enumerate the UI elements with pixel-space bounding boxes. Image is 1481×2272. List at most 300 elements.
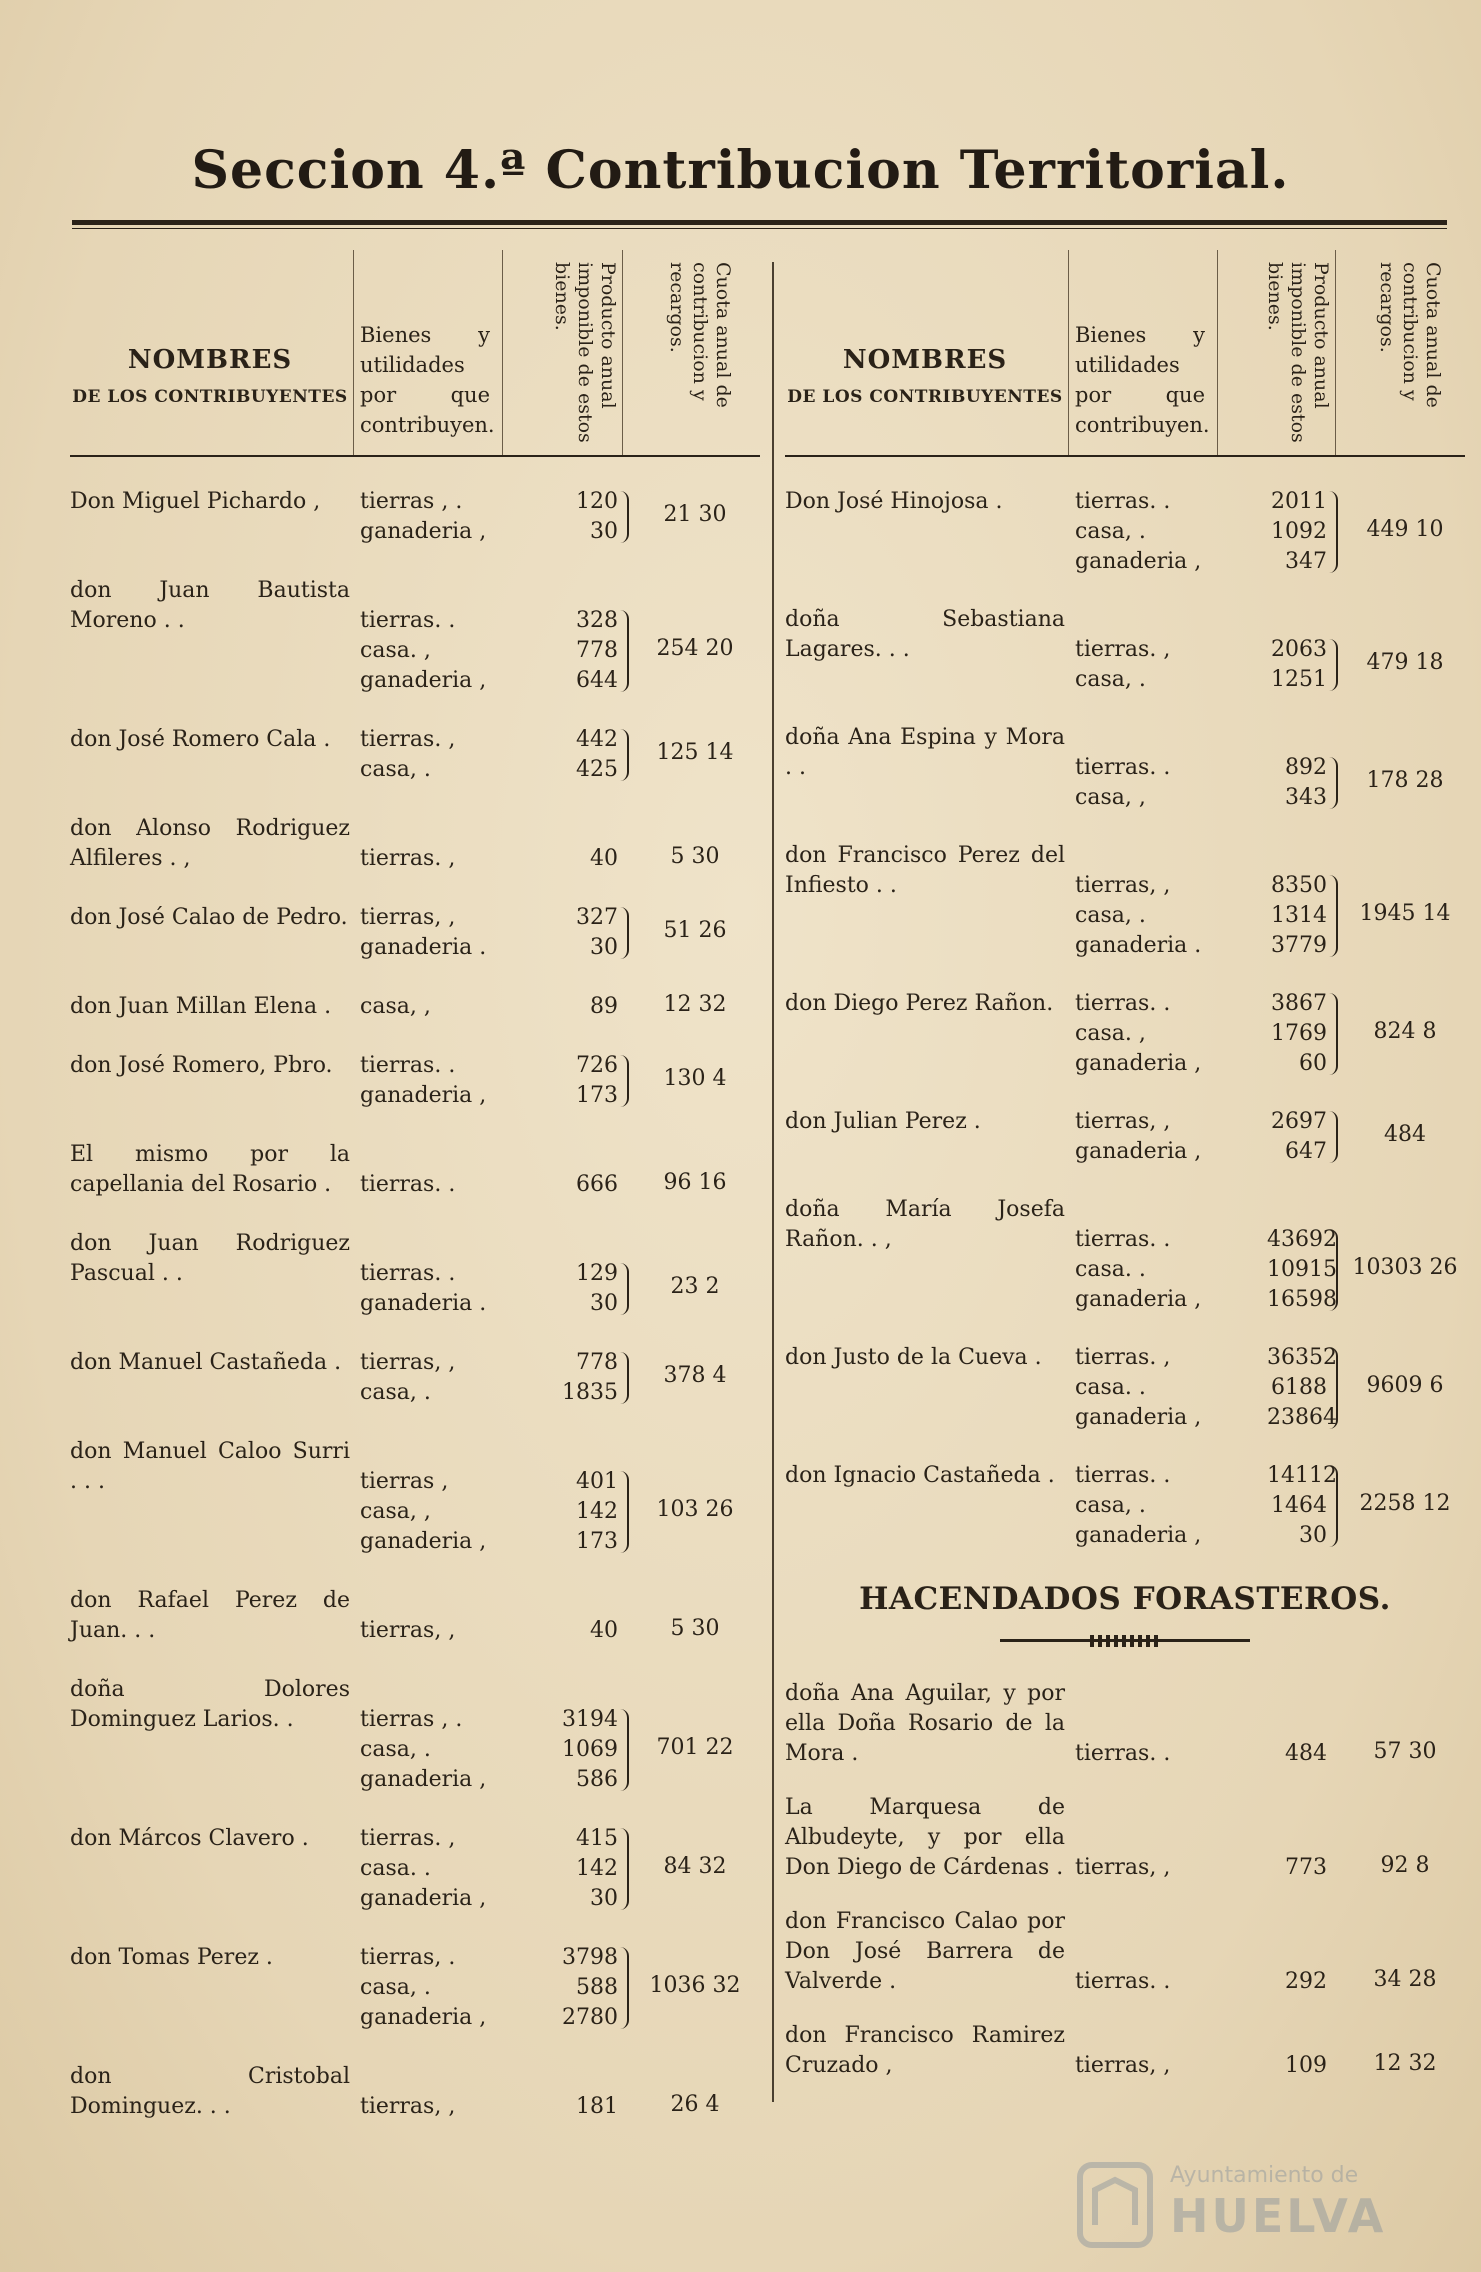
product-value: 16598 — [1267, 1287, 1337, 1312]
annual-quota: 5 30 — [670, 1616, 720, 1641]
coat-of-arms-icon — [1070, 2155, 1160, 2255]
brace-mark — [620, 1352, 629, 1404]
property-item: ganaderia , — [360, 519, 487, 544]
table-row — [70, 725, 760, 785]
annual-quota: 130 4 — [663, 1066, 727, 1091]
product-value: 10915 — [1267, 1257, 1337, 1282]
product-value: 292 — [1285, 1969, 1327, 1994]
product-values — [558, 1259, 618, 1319]
product-values — [1267, 635, 1327, 695]
product-values — [558, 1705, 618, 1795]
property-item: tierras, , — [1075, 873, 1171, 898]
property-item: casa, . — [1075, 667, 1146, 692]
property-item: tierras , . — [360, 489, 463, 514]
property-item: ganaderia , — [1075, 549, 1202, 574]
contributor-name: Don José Hinojosa . — [785, 489, 1003, 514]
annual-quota: 96 16 — [663, 1170, 727, 1195]
product-values — [1267, 1107, 1327, 1167]
property-item: casa. , — [360, 638, 431, 663]
product-values — [1267, 753, 1327, 813]
product-values — [558, 1051, 618, 1111]
property-item: casa, , — [360, 1499, 431, 1524]
contributor-name: don Tomas Perez . — [70, 1945, 273, 1970]
product-value: 3867 — [1271, 991, 1327, 1016]
product-values — [1267, 1225, 1337, 1315]
property-item: tierras, , — [1075, 1109, 1171, 1134]
product-value: 40 — [590, 1618, 618, 1643]
property-items — [360, 1467, 510, 1557]
contributor-name: don José Calao de Pedro. — [70, 905, 348, 930]
column-divider — [772, 262, 774, 2102]
product-value: 773 — [1285, 1855, 1327, 1880]
product-value: 1464 — [1271, 1493, 1327, 1518]
product-value: 30 — [590, 1886, 618, 1911]
product-value: 442 — [576, 727, 618, 752]
contributor-name: doña Sebastiana Lagares. . . — [785, 607, 1065, 662]
product-values — [1267, 871, 1327, 961]
property-items — [360, 606, 510, 696]
brace-mark — [620, 1828, 629, 1910]
contributor-name: doña María Josefa Rañon. . , — [785, 1197, 1065, 1252]
property-item: tierras, , — [360, 1618, 456, 1643]
product-value: 14112 — [1267, 1463, 1337, 1488]
property-items — [360, 487, 510, 547]
table-row — [70, 2062, 760, 2122]
product-value: 120 — [576, 489, 618, 514]
annual-quota: 21 30 — [663, 502, 727, 527]
property-item: tierras , — [360, 1469, 449, 1494]
brace-mark — [620, 729, 629, 781]
contributor-name: don Márcos Clavero . — [70, 1826, 309, 1851]
brace-mark — [1329, 875, 1338, 957]
contributor-name: don Juan Millan Elena . — [70, 994, 332, 1019]
property-items — [360, 1943, 510, 2033]
brace-mark — [1329, 757, 1338, 809]
property-items — [360, 1824, 510, 1914]
product-value: 2697 — [1271, 1109, 1327, 1134]
property-item: ganaderia , — [360, 1886, 487, 1911]
product-value: 36352 — [1267, 1345, 1337, 1370]
product-value: 173 — [576, 1529, 618, 1554]
property-item: tierras. . — [1075, 1227, 1171, 1252]
product-value: 89 — [590, 994, 618, 1019]
contributor-name: don José Romero Cala . — [70, 727, 331, 752]
product-value: 1314 — [1271, 903, 1327, 928]
annual-quota: 23 2 — [670, 1274, 720, 1299]
annual-quota: 92 8 — [1380, 1853, 1430, 1878]
product-value: 142 — [576, 1499, 618, 1524]
property-items — [1075, 1853, 1225, 1883]
product-values — [558, 992, 618, 1022]
product-value: 2063 — [1271, 637, 1327, 662]
annual-quota: 484 — [1384, 1122, 1426, 1147]
product-value: 586 — [576, 1767, 618, 1792]
product-value: 60 — [1299, 1051, 1327, 1076]
table-row — [70, 1437, 760, 1557]
left-column — [70, 250, 760, 2119]
property-item: tierras. . — [1075, 755, 1171, 780]
product-values — [558, 606, 618, 696]
property-item: tierras, , — [1075, 2053, 1171, 2078]
header-producto: Producto anual imponible de estos bienes. — [551, 262, 619, 443]
brace-mark — [620, 491, 629, 543]
brace-mark — [620, 1055, 629, 1107]
annual-quota: 9609 6 — [1366, 1373, 1444, 1398]
property-item: casa. . — [1075, 1257, 1146, 1282]
property-items — [360, 725, 510, 785]
brace-mark — [620, 1947, 629, 2029]
table-row — [785, 2021, 1465, 2081]
brace-mark — [1329, 993, 1338, 1075]
watermark-seal — [1070, 2155, 1420, 2255]
product-value: 40 — [590, 846, 618, 871]
contributor-name: don Juan Rodriguez Pascual . . — [70, 1231, 350, 1286]
header-cuota: Cuota anual de contribucion y recargos. — [1376, 262, 1444, 408]
contributor-name: doña Ana Espina y Mora . . — [785, 725, 1065, 780]
property-items — [1075, 1967, 1225, 1997]
property-item: tierras, , — [360, 2094, 456, 2119]
product-value: 23864 — [1267, 1405, 1337, 1430]
contributor-name: doña Ana Aguilar, y por ella Doña Rosario de la Mora . — [785, 1681, 1065, 1766]
table-row — [785, 1679, 1465, 1769]
brace-mark — [620, 1471, 629, 1553]
table-row — [70, 487, 760, 547]
annual-quota: 254 20 — [656, 636, 734, 661]
table-row — [785, 1907, 1465, 1997]
contributor-name: don Francisco Perez del Infiesto . . — [785, 843, 1065, 898]
product-values — [558, 2092, 618, 2122]
product-value: 181 — [576, 2094, 618, 2119]
contributor-name: don Francisco Ramirez Cruzado , — [785, 2023, 1065, 2078]
table-row — [785, 1107, 1465, 1167]
product-values — [1267, 1853, 1327, 1883]
table-header — [785, 250, 1465, 457]
property-item: tierras. . — [360, 1172, 456, 1197]
product-value: 8350 — [1271, 873, 1327, 898]
product-values — [1267, 2051, 1327, 2081]
table-row — [70, 1824, 760, 1914]
product-value: 1069 — [562, 1737, 618, 1762]
product-value: 109 — [1285, 2053, 1327, 2078]
product-values — [558, 1467, 618, 1557]
table-row — [70, 1051, 760, 1111]
section-subheading: HACENDADOS FORASTEROS. — [859, 1581, 1391, 1617]
annual-quota: 1036 32 — [649, 1973, 741, 1998]
contributor-name: don Francisco Calao por Don José Barrera de Valverde . — [785, 1909, 1065, 1994]
property-item: tierras, , — [1075, 1855, 1171, 1880]
property-item: tierras. . — [1075, 489, 1171, 514]
header-bienes: Bienes y utilidades por que contribuyen. — [360, 323, 495, 437]
property-items — [360, 1348, 510, 1408]
table-row — [70, 1140, 760, 1200]
property-item: tierras. , — [360, 1826, 456, 1851]
contributor-name: don Ignacio Castañeda . — [785, 1463, 1055, 1488]
annual-quota: 1945 14 — [1359, 901, 1451, 926]
product-value: 3798 — [562, 1945, 618, 1970]
product-value: 726 — [576, 1053, 618, 1078]
table-row — [70, 1675, 760, 1795]
property-item: tierras. , — [360, 846, 456, 871]
property-item: casa. , — [1075, 1021, 1146, 1046]
product-values — [558, 725, 618, 785]
table-row — [785, 1343, 1465, 1433]
contributor-name: La Marquesa de Albudeyte, y por ella Don Diego de Cárdenas . — [785, 1795, 1065, 1880]
property-items — [1075, 635, 1225, 695]
property-item: ganaderia , — [360, 668, 487, 693]
product-values — [558, 1170, 618, 1200]
annual-quota: 103 26 — [656, 1497, 734, 1522]
table-row — [785, 1793, 1465, 1883]
product-value: 415 — [576, 1826, 618, 1851]
watermark-line1: Ayuntamiento de — [1170, 2163, 1359, 2188]
property-item: ganaderia , — [360, 1767, 487, 1792]
product-values — [558, 903, 618, 963]
property-item: ganaderia , — [360, 2005, 487, 2030]
header-nombres: NOMBRES DE LOS CONTRIBUYENTES — [72, 345, 348, 407]
annual-quota: 824 8 — [1373, 1019, 1437, 1044]
table-row — [785, 1461, 1465, 1551]
product-value: 3194 — [562, 1707, 618, 1732]
property-item: casa. . — [1075, 1375, 1146, 1400]
annual-quota: 12 32 — [663, 992, 727, 1017]
property-item: ganaderia , — [1075, 1405, 1202, 1430]
contributor-name: don Manuel Caloo Surri . . . — [70, 1439, 350, 1494]
property-items — [1075, 753, 1225, 813]
title-rule — [72, 220, 1447, 225]
ornament-center — [1090, 1635, 1160, 1647]
header-cuota: Cuota anual de contribucion y recargos. — [666, 262, 734, 408]
property-items — [1075, 1343, 1225, 1433]
table-row — [70, 576, 760, 696]
annual-quota: 12 32 — [1373, 2051, 1437, 2076]
property-item: tierras. . — [360, 1261, 456, 1286]
contributor-name: don Manuel Castañeda . — [70, 1350, 342, 1375]
product-values — [1267, 1967, 1327, 1997]
product-value: 6188 — [1271, 1375, 1327, 1400]
annual-quota: 51 26 — [663, 918, 727, 943]
product-value: 327 — [576, 905, 618, 930]
product-values — [558, 1616, 618, 1646]
contributor-name: don José Romero, Pbro. — [70, 1053, 333, 1078]
property-item: tierras. , — [360, 727, 456, 752]
annual-quota: 125 14 — [656, 740, 734, 765]
property-item: casa, , — [360, 994, 431, 1019]
product-value: 666 — [576, 1172, 618, 1197]
property-items — [360, 2092, 510, 2122]
product-values — [1267, 1343, 1337, 1433]
annual-quota: 10303 26 — [1352, 1255, 1458, 1280]
annual-quota: 178 28 — [1366, 768, 1444, 793]
property-item: tierras, , — [360, 905, 456, 930]
contributor-name: don Justo de la Cueva . — [785, 1345, 1042, 1370]
header-producto: Producto anual imponible de estos bienes. — [1264, 262, 1332, 443]
property-item: ganaderia . — [1075, 933, 1202, 958]
table-row — [785, 487, 1465, 577]
property-item: tierras. . — [360, 608, 456, 633]
product-value: 644 — [576, 668, 618, 693]
product-value: 43692 — [1267, 1227, 1337, 1252]
product-value: 2011 — [1271, 489, 1327, 514]
property-item: casa. . — [360, 1856, 431, 1881]
property-item: ganaderia , — [1075, 1523, 1202, 1548]
header-nombres: NOMBRES DE LOS CONTRIBUYENTES — [787, 345, 1063, 407]
table-row — [70, 1229, 760, 1319]
property-items — [1075, 1107, 1225, 1167]
property-items — [360, 1170, 510, 1200]
product-value: 588 — [576, 1975, 618, 2000]
product-value: 425 — [576, 757, 618, 782]
product-value: 328 — [576, 608, 618, 633]
annual-quota: 57 30 — [1373, 1739, 1437, 1764]
contributor-name: don Cristobal Dominguez. . . — [70, 2064, 350, 2119]
table-row — [785, 605, 1465, 695]
annual-quota: 449 10 — [1366, 517, 1444, 542]
product-value: 778 — [576, 1350, 618, 1375]
brace-mark — [620, 1263, 629, 1315]
property-items — [1075, 1739, 1225, 1769]
property-item: casa, . — [360, 1737, 431, 1762]
annual-quota: 26 4 — [670, 2092, 720, 2117]
property-item: tierras, . — [360, 1945, 456, 1970]
product-value: 1092 — [1271, 519, 1327, 544]
brace-mark — [620, 907, 629, 959]
property-items — [360, 1051, 510, 1111]
contributor-name: doña Dolores Dominguez Larios. . — [70, 1677, 350, 1732]
property-items — [1075, 1461, 1225, 1551]
table-row — [785, 723, 1465, 813]
product-value: 2780 — [562, 2005, 618, 2030]
product-values — [1267, 1461, 1337, 1551]
property-item: casa, . — [360, 1380, 431, 1405]
property-item: ganaderia , — [1075, 1139, 1202, 1164]
annual-quota: 34 28 — [1373, 1967, 1437, 1992]
contributor-name: don Diego Perez Rañon. — [785, 991, 1054, 1016]
product-value: 142 — [576, 1856, 618, 1881]
page-title: Seccion 4.ª Contribucion Territorial. — [191, 140, 1290, 201]
product-value: 1251 — [1271, 667, 1327, 692]
product-value: 484 — [1285, 1741, 1327, 1766]
property-item: tierras, , — [360, 1350, 456, 1375]
property-items — [360, 1616, 510, 1646]
property-item: casa, . — [1075, 519, 1146, 544]
property-items — [1075, 2051, 1225, 2081]
property-item: ganaderia , — [360, 1529, 487, 1554]
product-values — [1267, 989, 1327, 1079]
property-items — [1075, 1225, 1225, 1315]
table-row — [785, 1195, 1465, 1315]
property-item: casa, . — [1075, 903, 1146, 928]
title-rule-thin — [72, 228, 1447, 229]
contributor-name: don Julian Perez . — [785, 1109, 981, 1134]
annual-quota: 84 32 — [663, 1854, 727, 1879]
table-row — [70, 814, 760, 874]
property-item: tierras. . — [1075, 1741, 1171, 1766]
property-items — [360, 992, 510, 1022]
property-item: tierras. , — [1075, 637, 1171, 662]
annual-quota: 378 4 — [663, 1363, 727, 1388]
property-item: ganaderia , — [360, 1083, 487, 1108]
property-items — [360, 1259, 510, 1319]
product-value: 647 — [1285, 1139, 1327, 1164]
product-value: 30 — [1299, 1523, 1327, 1548]
table-row — [785, 841, 1465, 961]
brace-mark — [1329, 491, 1338, 573]
contributor-name: don Alonso Rodriguez Alfileres . , — [70, 816, 350, 871]
annual-quota: 479 18 — [1366, 650, 1444, 675]
property-item: casa, . — [1075, 1493, 1146, 1518]
property-items — [360, 1705, 510, 1795]
product-value: 401 — [576, 1469, 618, 1494]
contributor-name: don Rafael Perez de Juan. . . — [70, 1588, 350, 1643]
product-values — [558, 1943, 618, 2033]
product-value: 30 — [590, 935, 618, 960]
property-item: tierras. . — [1075, 1969, 1171, 1994]
property-item: ganaderia , — [1075, 1287, 1202, 1312]
header-bienes: Bienes y utilidades por que contribuyen. — [1075, 323, 1210, 437]
property-item: tierras. . — [360, 1053, 456, 1078]
product-value: 778 — [576, 638, 618, 663]
property-item: ganaderia . — [360, 1291, 487, 1316]
table-row — [70, 992, 760, 1022]
table-row — [785, 989, 1465, 1079]
property-item: casa, . — [360, 1975, 431, 2000]
property-item: casa, . — [360, 757, 431, 782]
product-value: 343 — [1285, 785, 1327, 810]
property-item: ganaderia . — [360, 935, 487, 960]
table-row — [70, 1586, 760, 1646]
product-value: 892 — [1285, 755, 1327, 780]
product-values — [558, 487, 618, 547]
product-value: 347 — [1285, 549, 1327, 574]
property-item: tierras. . — [1075, 991, 1171, 1016]
property-item: tierras. , — [1075, 1345, 1171, 1370]
property-items — [360, 844, 510, 874]
table-row — [70, 903, 760, 963]
property-item: tierras , . — [360, 1707, 463, 1732]
property-item: tierras. . — [1075, 1463, 1171, 1488]
product-value: 129 — [576, 1261, 618, 1286]
product-value: 30 — [590, 519, 618, 544]
product-values — [558, 844, 618, 874]
annual-quota: 5 30 — [670, 844, 720, 869]
brace-mark — [620, 1709, 629, 1791]
brace-mark — [1329, 639, 1338, 691]
contributor-name: El mismo por la capellania del Rosario . — [70, 1142, 350, 1197]
brace-mark — [1329, 1229, 1338, 1311]
property-item: ganaderia , — [1075, 1051, 1202, 1076]
brace-mark — [1329, 1465, 1338, 1547]
product-value: 1835 — [562, 1380, 618, 1405]
product-value: 173 — [576, 1083, 618, 1108]
property-items — [360, 903, 510, 963]
brace-mark — [1329, 1347, 1338, 1429]
product-values — [558, 1824, 618, 1914]
watermark-line2: HUELVA — [1170, 2189, 1387, 2243]
property-items — [1075, 989, 1225, 1079]
product-values — [558, 1348, 618, 1408]
product-value: 3779 — [1271, 933, 1327, 958]
contributor-name: Don Miguel Pichardo , — [70, 489, 321, 514]
property-items — [1075, 871, 1225, 961]
product-value: 30 — [590, 1291, 618, 1316]
table-header — [70, 250, 760, 457]
right-column — [785, 250, 1465, 2078]
brace-mark — [620, 610, 629, 692]
product-value: 1769 — [1271, 1021, 1327, 1046]
annual-quota: 701 22 — [656, 1735, 734, 1760]
brace-mark — [1329, 1111, 1338, 1163]
property-item: casa, , — [1075, 785, 1146, 810]
